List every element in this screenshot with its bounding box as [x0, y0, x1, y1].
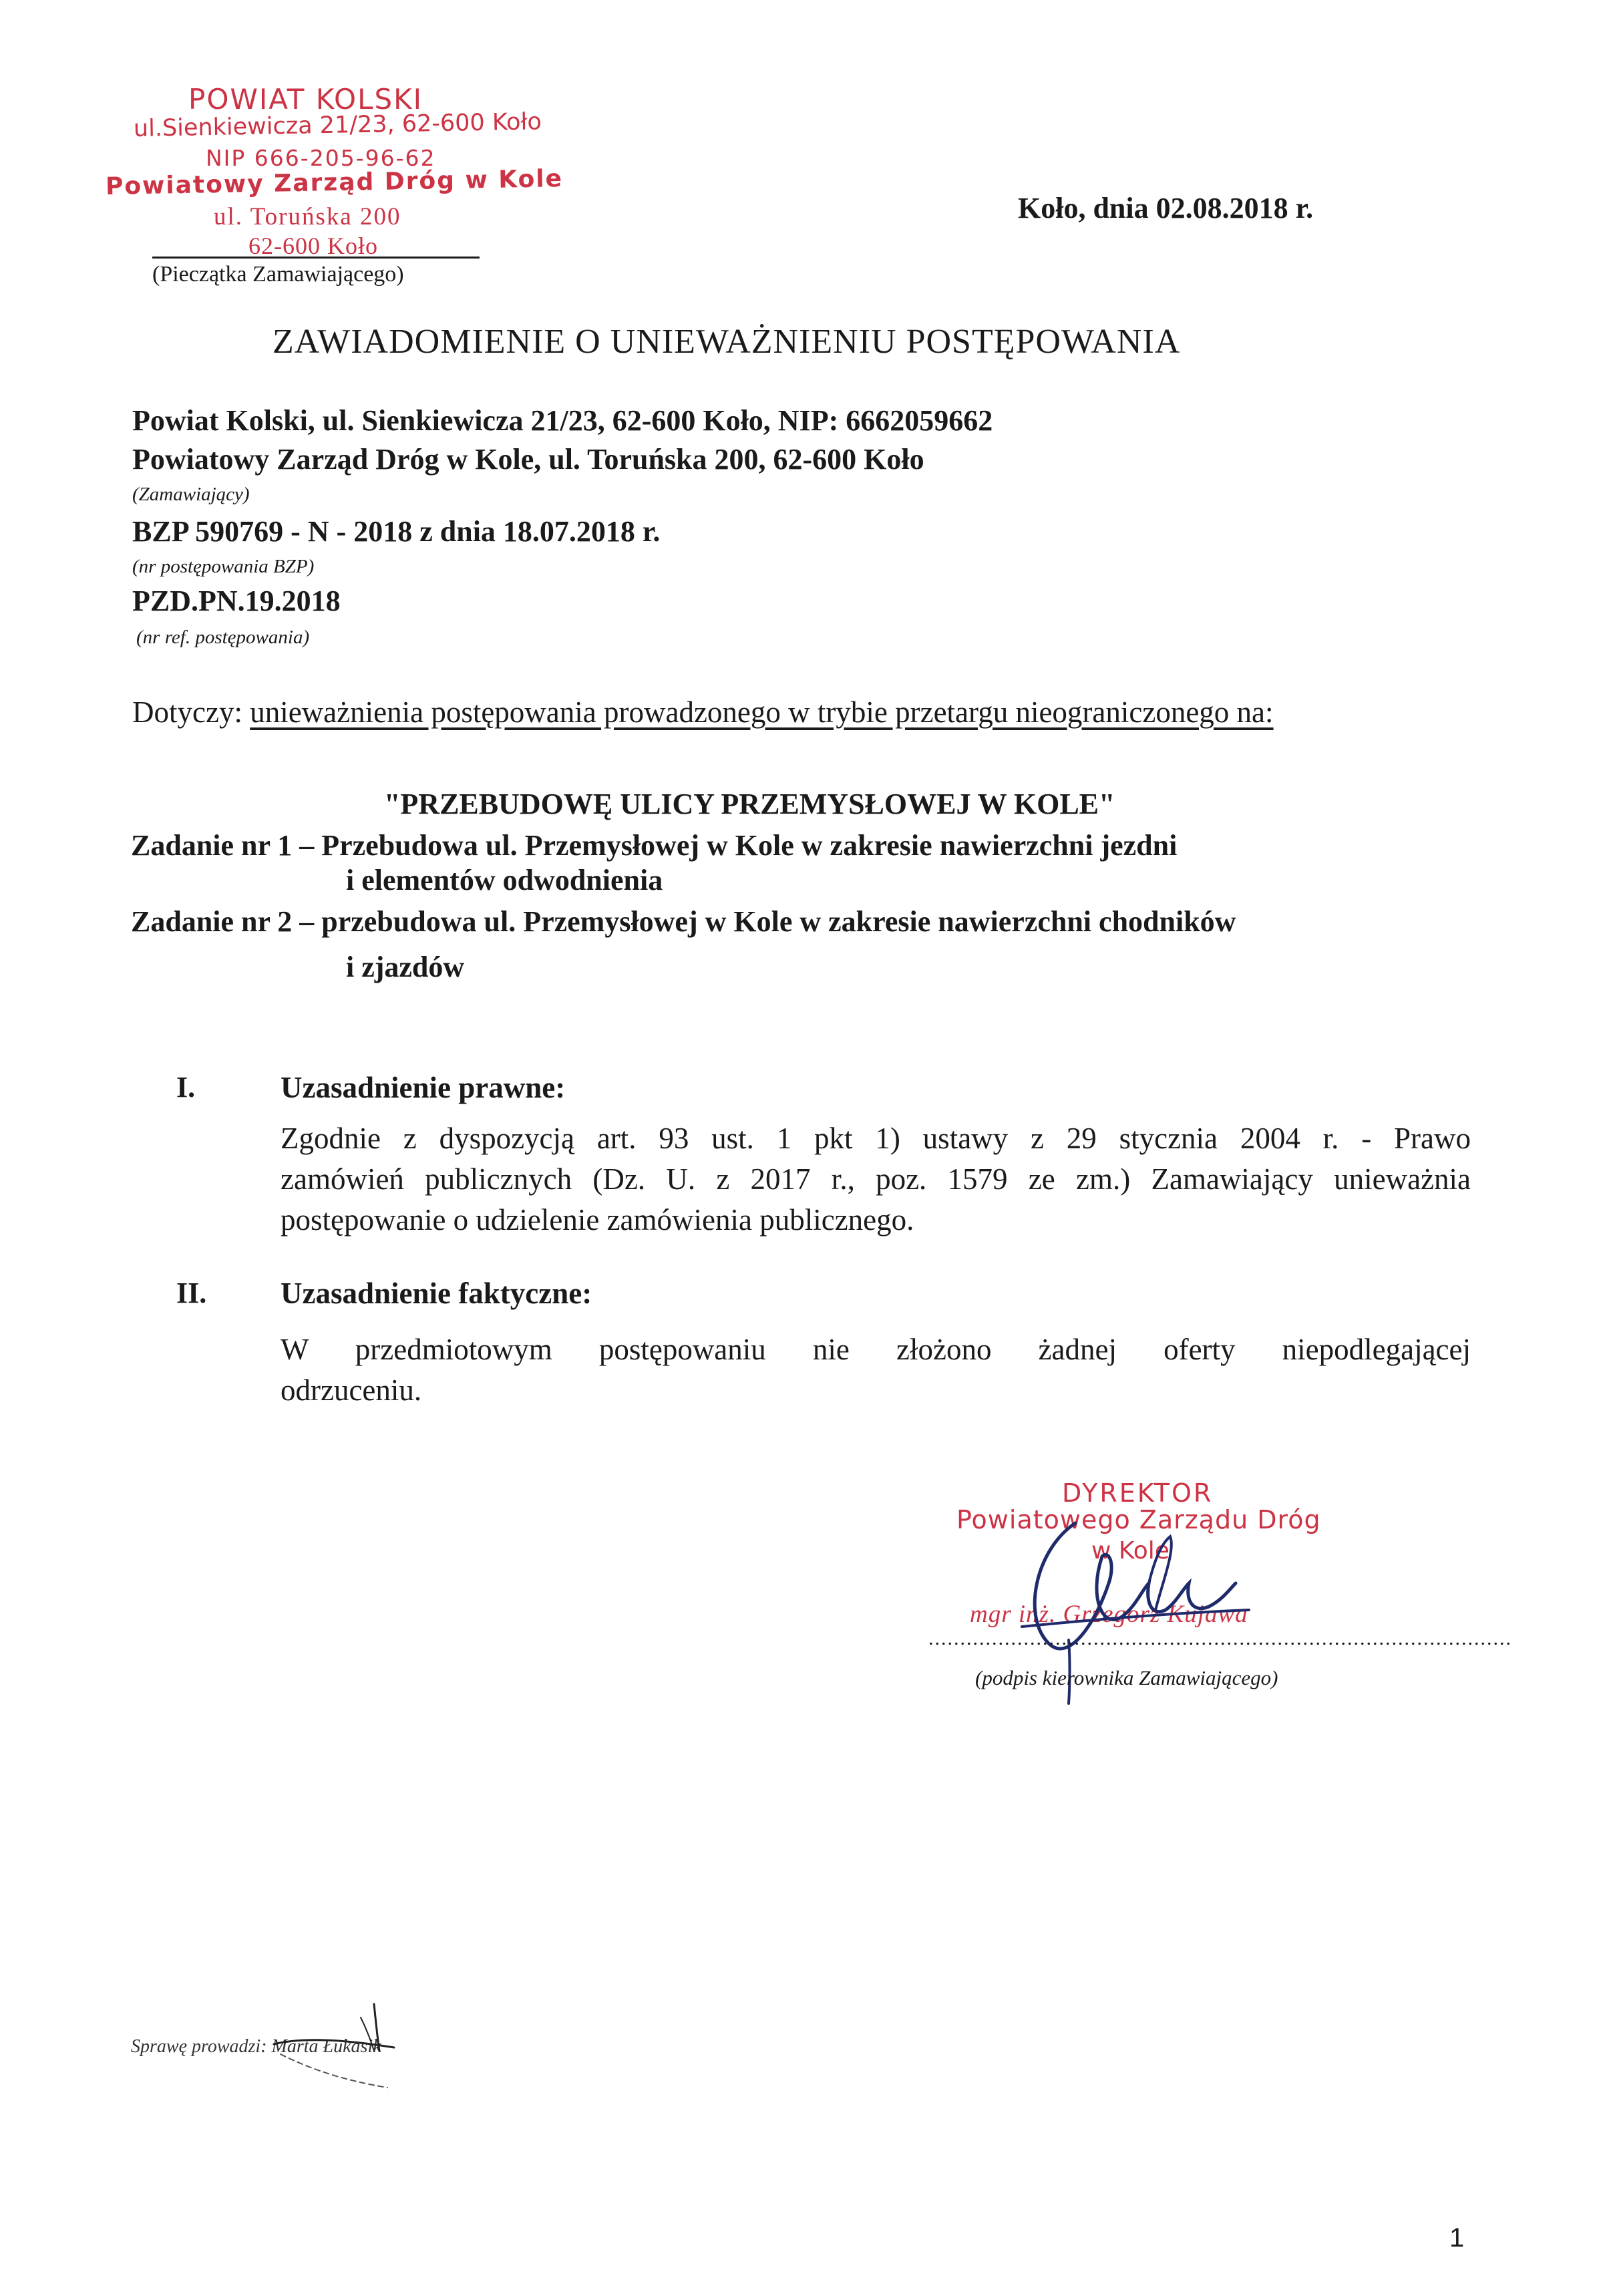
section-1-paragraph — [281, 1118, 1471, 1241]
stamp-line-city: 62-600 Koło — [248, 232, 378, 259]
section-1-line-3: postępowanie o udzielenie zamówienia publicznego. — [281, 1203, 914, 1237]
section-1-line-2: zamówień publicznych (Dz. U. z 2017 r., poz. 1579 ze zm.) Zamawiający unieważnia — [281, 1162, 1471, 1196]
section-1-numeral: I. — [176, 1071, 196, 1104]
concerns-label: Dotyczy: — [132, 695, 242, 729]
concerns-line — [132, 695, 1274, 729]
stamp-line-county: POWIAT KOLSKI — [188, 83, 423, 116]
bzp-note: (nr postępowania BZP) — [132, 556, 315, 577]
document-title: ZAWIADOMIENIE O UNIEWAŻNIENIU POSTĘPOWANIA — [273, 323, 1181, 361]
page-number: 1 — [1449, 2223, 1465, 2253]
signature-title: DYREKTOR — [1062, 1478, 1214, 1508]
stamp-line-organization: Powiatowy Zarząd Dróg w Kole — [105, 165, 564, 200]
signature-caption: (podpis kierownika Zamawiającego) — [975, 1666, 1278, 1689]
section-2-paragraph — [281, 1329, 1471, 1411]
section-1-line-1: Zgodnie z dyspozycją art. 93 ust. 1 pkt 1) ustawy z 29 stycznia 2004 r. - Prawo — [281, 1122, 1471, 1155]
task-1-line-2: i elementów odwodnienia — [346, 864, 663, 896]
place-date: Koło, dnia 02.08.2018 r. — [1018, 192, 1314, 224]
project-title: "PRZEBUDOWĘ ULICY PRZEMYSŁOWEJ W KOLE" — [384, 788, 1115, 820]
orderer-line-county: Powiat Kolski, ul. Sienkiewicza 21/23, 62-600 Koło, NIP: 6662059662 — [132, 404, 993, 437]
signature-name: mgr inż. Grzegorz Kujawa — [970, 1601, 1248, 1628]
stamp-line-address: ul.Sienkiewicza 21/23, 62-600 Koło — [133, 108, 542, 142]
stamp-underline — [152, 257, 480, 259]
orderer-line-roads-authority: Powiatowy Zarząd Dróg w Kole, ul. Toruńska 200, 62-600 Koło — [132, 443, 924, 476]
signature-org-line-2: w Kole — [1091, 1537, 1170, 1565]
stamp-line-nip: NIP 666-205-96-62 — [206, 145, 436, 171]
stamp-line-street: ul. Toruńska 200 — [214, 203, 401, 230]
reference-note: (nr ref. postępowania) — [136, 627, 310, 648]
signature-org-line-1: Powiatowego Zarządu Dróg — [956, 1505, 1321, 1534]
section-2-numeral: II. — [176, 1277, 207, 1309]
task-2-line-1: Zadanie nr 2 – przebudowa ul. Przemysłowej w Kole w zakresie nawierzchni chodników — [131, 905, 1236, 938]
orderer-note: (Zamawiający) — [132, 484, 250, 505]
bzp-number: BZP 590769 - N - 2018 z dnia 18.07.2018 r. — [132, 515, 661, 548]
reference-number: PZD.PN.19.2018 — [132, 585, 341, 617]
section-2-line-1: W przedmiotowym postępowaniu nie złożono żadnej oferty niepodlegającej — [281, 1333, 1471, 1366]
initials-scribble — [260, 1997, 414, 2098]
section-1-heading: Uzasadnienie prawne: — [281, 1071, 566, 1104]
stamp-caption: (Pieczątka Zamawiającego) — [152, 262, 404, 287]
task-2-line-2: i zjazdów — [346, 951, 465, 983]
section-2-line-2: odrzuceniu. — [281, 1373, 422, 1407]
case-handler-note: Sprawę prowadzi: Marta Łukasik — [131, 2036, 381, 2057]
concerns-text: unieważnienia postępowania prowadzonego w trybie przetargu nieograniczonego na: — [250, 695, 1274, 729]
signature-dotted-line: ............................................................................................ — [928, 1627, 1512, 1649]
section-2-heading: Uzasadnienie faktyczne: — [281, 1277, 592, 1310]
task-1-line-1: Zadanie nr 1 – Przebudowa ul. Przemysłowej w Kole w zakresie nawierzchni jezdni — [131, 829, 1178, 862]
